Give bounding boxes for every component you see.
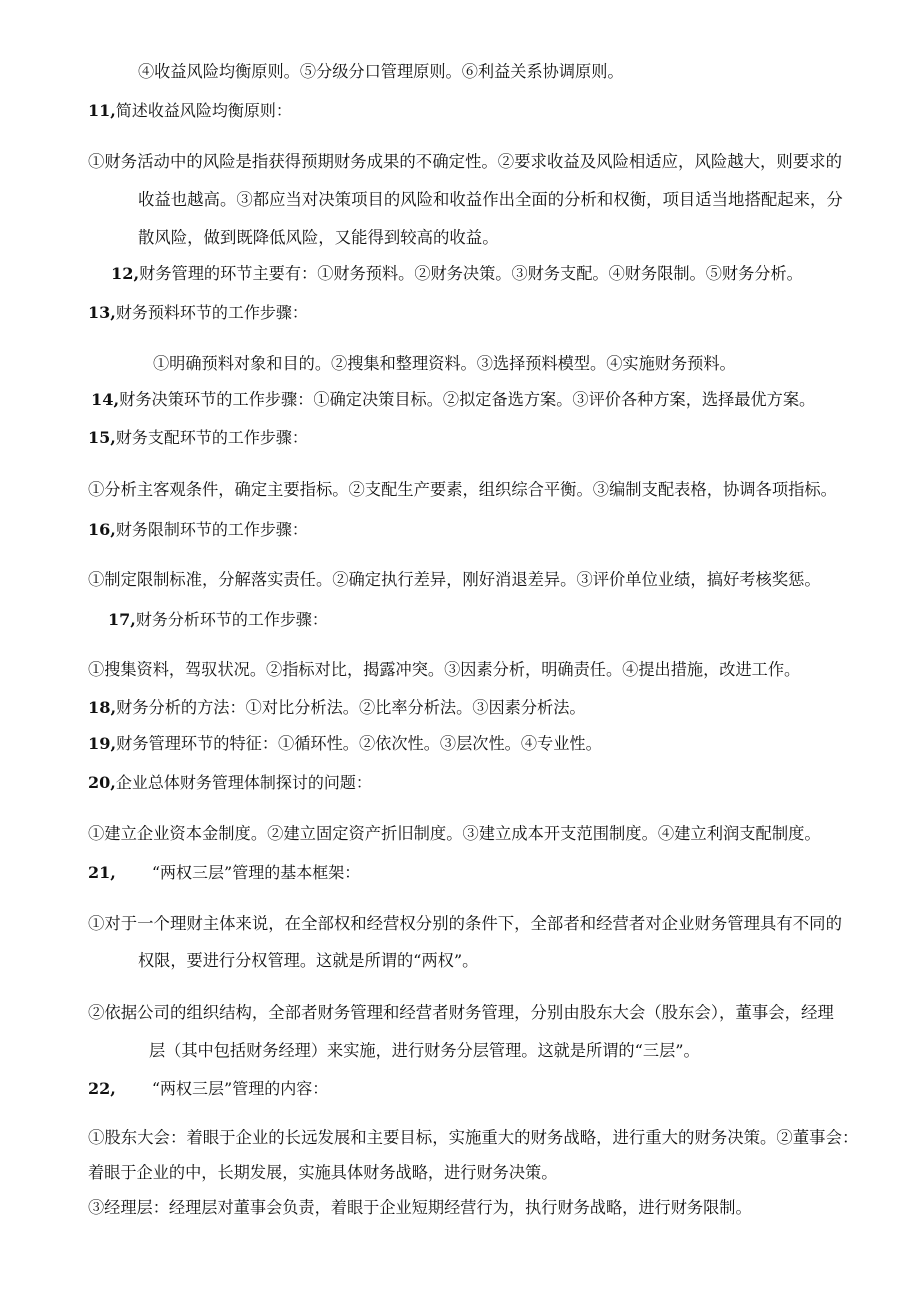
answer-17: ①搜集资料，驾驭状况。②指标对比，揭露冲突。③因素分析，明确责任。④提出措施，改进工作。 bbox=[88, 660, 801, 679]
question-number: 16, bbox=[88, 520, 116, 539]
answer-22-line-2: 着眼于企业的中，长期发展，实施具体财务战略，进行财务决策。 bbox=[88, 1163, 558, 1182]
question-title: 财务支配环节的工作步骤： bbox=[115, 428, 308, 447]
answer-21-item-1-line-2: 权限，要进行分权管理。这就是所谓的“两权”。 bbox=[138, 951, 479, 970]
question-title: 财务管理环节的特征：①循环性。②依次性。③层次性。④专业性。 bbox=[116, 734, 602, 753]
question-title: 财务限制环节的工作步骤： bbox=[115, 520, 308, 539]
answer-11-line-2: 收益也越高。③都应当对决策项目的风险和收益作出全面的分析和权衡，项目适当地搭配起来，分 bbox=[138, 190, 843, 209]
question-21 bbox=[88, 863, 360, 883]
question-number: 21, bbox=[88, 863, 116, 882]
question-number: 13, bbox=[88, 303, 116, 322]
question-number: 17, bbox=[108, 610, 136, 629]
question-22 bbox=[88, 1079, 328, 1099]
question-title: 企业总体财务管理体制探讨的问题： bbox=[115, 773, 372, 792]
question-number: 11, bbox=[88, 101, 116, 120]
question-13 bbox=[88, 303, 308, 323]
answer-16: ①制定限制标准，分解落实责任。②确定执行差异，刚好消退差异。③评价单位业绩，搞好考核奖惩。 bbox=[88, 570, 821, 589]
question-number: 15, bbox=[88, 428, 116, 447]
answer-15: ①分析主客观条件，确定主要指标。②支配生产要素，组织综合平衡。③编制支配表格，协调各项指标。 bbox=[88, 480, 837, 499]
answer-22-line-3: ③经理层：经理层对董事会负责，着眼于企业短期经营行为，执行财务战略，进行财务限制。 bbox=[88, 1198, 752, 1217]
answer-20: ①建立企业资本金制度。②建立固定资产折旧制度。③建立成本开支范围制度。④建立利润支配制度。 bbox=[88, 824, 821, 843]
question-20 bbox=[88, 773, 372, 793]
question-title: “两权三层”管理的基本框架： bbox=[151, 863, 361, 882]
question-15 bbox=[88, 428, 308, 448]
question-title: 财务分析的方法：①对比分析法。②比率分析法。③因素分析法。 bbox=[116, 698, 586, 717]
question-title: 财务决策环节的工作步骤：①确定决策目标。②拟定备选方案。③评价各种方案，选择最优方案。 bbox=[119, 390, 816, 409]
question-title: 财务分析环节的工作步骤： bbox=[135, 610, 328, 629]
question-11 bbox=[88, 101, 292, 121]
line-principles-4-6: ④收益风险均衡原则。⑤分级分口管理原则。⑥利益关系协调原则。 bbox=[138, 62, 624, 81]
question-number: 22, bbox=[88, 1079, 116, 1098]
question-title: 简述收益风险均衡原则： bbox=[115, 101, 292, 120]
answer-11-line-1: ①财务活动中的风险是指获得预期财务成果的不确定性。②要求收益及风险相适应，风险越大，则要求的 bbox=[88, 152, 842, 171]
question-14 bbox=[91, 390, 815, 410]
question-title: 财务管理的环节主要有：①财务预料。②财务决策。③财务支配。④财务限制。⑤财务分析。 bbox=[139, 264, 803, 283]
question-title: 财务预料环节的工作步骤： bbox=[115, 303, 308, 322]
answer-11-line-3: 散风险，做到既降低风险，又能得到较高的收益。 bbox=[138, 228, 499, 247]
answer-21-item-1-line-1: ①对于一个理财主体来说，在全部权和经营权分别的条件下，全部者和经营者对企业财务管理具有不同的 bbox=[88, 914, 842, 933]
question-number: 14, bbox=[91, 390, 120, 409]
question-12 bbox=[111, 264, 803, 284]
question-title: “两权三层”管理的内容： bbox=[151, 1079, 329, 1098]
answer-21-item-2-line-1: ②依据公司的组织结构，全部者财务管理和经营者财务管理，分别由股东大会（股东会），董事会，经理 bbox=[88, 1003, 834, 1022]
question-number: 12, bbox=[111, 264, 140, 283]
question-number: 18, bbox=[88, 698, 117, 717]
answer-22-line-1: ①股东大会：着眼于企业的长远发展和主要目标，实施重大的财务战略，进行重大的财务决策。②董事会： bbox=[88, 1128, 859, 1147]
answer-21-item-2-line-2: 层（其中包括财务经理）来实施，进行财务分层管理。这就是所谓的“三层”。 bbox=[149, 1041, 700, 1060]
question-number: 19, bbox=[88, 734, 117, 753]
question-number: 20, bbox=[88, 773, 116, 792]
question-19 bbox=[88, 734, 602, 754]
question-17 bbox=[108, 610, 328, 630]
question-16 bbox=[88, 520, 308, 540]
question-18 bbox=[88, 698, 586, 718]
answer-13: ①明确预料对象和目的。②搜集和整理资料。③选择预料模型。④实施财务预料。 bbox=[153, 354, 736, 373]
